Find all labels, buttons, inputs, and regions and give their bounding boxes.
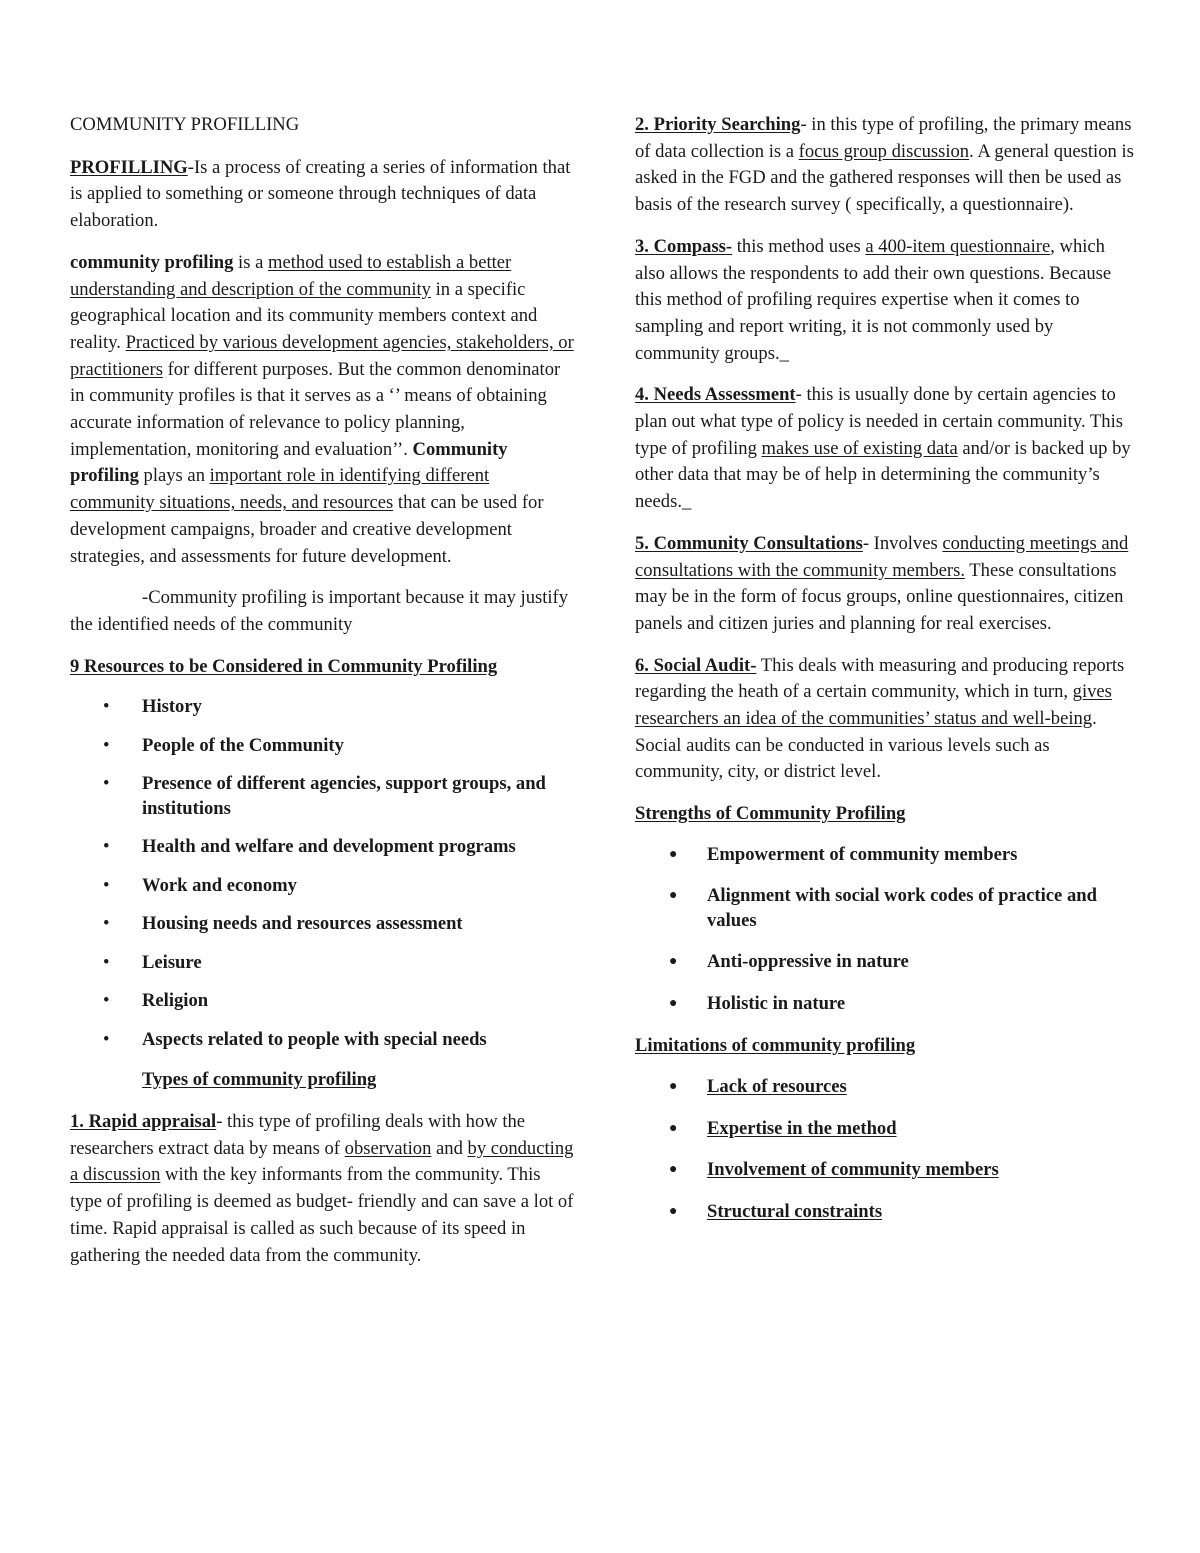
resources-list (70, 695, 575, 1052)
limitations-heading: Limitations of community profiling (635, 1035, 916, 1057)
list-item: • Work and economy (103, 874, 297, 896)
list-item: • People of the Community (103, 734, 344, 756)
rapid-appraisal-paragraph: 1. Rapid appraisal- this type of profiling deals with how the researchers extract data by means of observation and by conducting a discussion with the key informants from the community. This type of profiling is deemed as budget- friendly and can save a lot of time. Rapid appraisal is called as such because of its speed in gathering the needed data from the community. (70, 1111, 574, 1266)
community-consultations-paragraph: 5. Community Consultations- Involves conducting meetings and consultations with the community members. These consultations may be in the form of focus groups, online questionnaires, citizen panels and citizen juries and planning for real exercises. (635, 532, 1129, 634)
list-item: ● Involvement of community members (669, 1159, 999, 1181)
needs-assessment-paragraph: 4. Needs Assessment- this is usually done by certain agencies to plan out what type of policy is needed in certain community. This type of profiling makes use of existing data and/or is backed up by other data that may be of help in determining the community’s needs._ (635, 384, 1131, 513)
profilling-term: PROFILLING (70, 156, 188, 178)
list-item: • Health and welfare and development programs (103, 836, 516, 858)
list-item: ● Alignment with social work codes of practice and values (669, 885, 1097, 931)
importance-note: -Community profiling is important because it may justify the identified needs of the community (70, 587, 569, 635)
limitations-list (635, 1075, 1135, 1224)
list-item: • Religion (103, 990, 209, 1012)
list-item: • Presence of different agencies, support groups, and institutions (103, 773, 546, 819)
community-profiling-paragraph: community profiling is a method used to establish a better understanding and description of the community in a specific geographical location and its community members context and reality. Practiced by various development agencies, stakeholders, or practitioners for different purposes. But the common denominator in community profiles is that it serves as a ‘’ means of obtaining accurate information of relevance to policy planning, implementation, monitoring and evaluation’’. Community profiling plays an important role in identifying different community situations, needs, and resources that can be used for development campaigns, broader and creative development strategies, and assessments for future development. (70, 251, 574, 567)
list-item: • Housing needs and resources assessment (103, 913, 463, 935)
resources-heading: 9 Resources to be Considered in Community Profiling (70, 655, 498, 677)
social-audit-paragraph: 6. Social Audit- This deals with measuring and producing reports regarding the heath of a certain community, which in turn, gives researchers an idea of the communities’ status and well-being. Social audits can be conducted in various levels such as community, city, or district level. (635, 654, 1125, 783)
left-column (70, 112, 575, 1284)
types-heading: Types of community profiling (142, 1069, 377, 1091)
strengths-list (635, 843, 1135, 1017)
list-item: • Leisure (103, 951, 202, 973)
list-item: ● Expertise in the method (669, 1117, 897, 1139)
list-item: ● Structural constraints (669, 1200, 883, 1222)
list-item: • Aspects related to people with special needs (103, 1028, 487, 1050)
priority-searching-paragraph: 2. Priority Searching- in this type of profiling, the primary means of data collection is a focus group discussion. A general question is asked in the FGD and the gathered responses will then be used as basis of the research survey ( specifically, a questionnaire). (635, 114, 1134, 216)
right-column (635, 112, 1135, 1241)
list-item: ● Lack of resources (669, 1076, 847, 1098)
document-title: COMMUNITY PROFILLING (70, 114, 300, 135)
strengths-heading: Strengths of Community Profiling (635, 803, 906, 825)
profilling-definition: PROFILLING-Is a process of creating a series of information that is applied to something or someone through techniques of data elaboration. (70, 156, 571, 232)
list-item: ● Empowerment of community members (669, 843, 1018, 865)
compass-paragraph: 3. Compass- this method uses a 400-item questionnaire, which also allows the respondents to add their own questions. Because this method of profiling requires expertise when it comes to sampling and report writing, it is not commonly used by community groups._ (635, 235, 1112, 364)
list-item: ● Anti-oppressive in nature (669, 951, 909, 973)
list-item: ● Holistic in nature (669, 992, 846, 1014)
list-item: • History (103, 696, 202, 718)
